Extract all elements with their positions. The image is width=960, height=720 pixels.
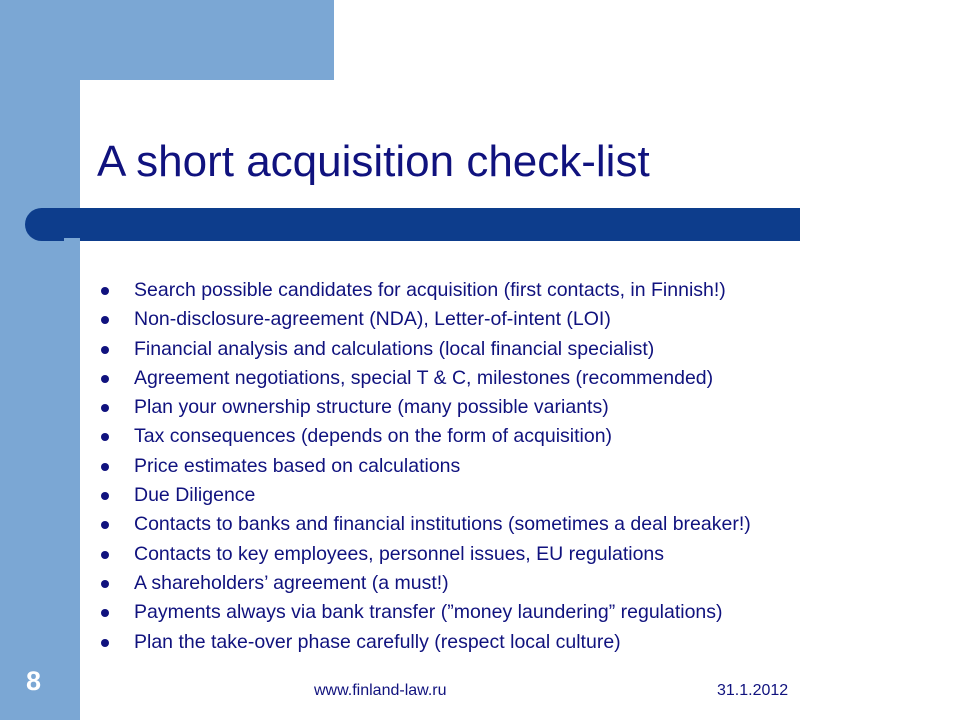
bullet-text: Financial analysis and calculations (local financial specialist) bbox=[134, 337, 655, 360]
bullet-item bbox=[100, 393, 751, 422]
bullet-text: Due Diligence bbox=[134, 484, 256, 507]
bullet-text: Plan the take-over phase carefully (respect local culture) bbox=[134, 630, 621, 653]
bullet-item bbox=[100, 628, 751, 657]
bullet-item bbox=[100, 335, 751, 364]
bullet-dot-icon bbox=[101, 580, 109, 588]
bullet-dot-icon bbox=[101, 521, 109, 529]
bullet-item bbox=[100, 540, 751, 569]
bullet-item bbox=[100, 569, 751, 598]
bullet-dot-icon bbox=[101, 316, 109, 324]
bullet-dot-icon bbox=[101, 551, 109, 559]
left-accent-band bbox=[0, 0, 80, 720]
bullet-text: Contacts to key employees, personnel issues, EU regulations bbox=[134, 542, 665, 565]
bullet-dot-icon bbox=[101, 463, 109, 471]
slide-title: A short acquisition check-list bbox=[97, 137, 650, 186]
page-number: 8 bbox=[26, 666, 42, 696]
bullet-dot-icon bbox=[101, 404, 109, 412]
bullet-item bbox=[100, 422, 751, 451]
bullet-text: Contacts to banks and financial institutions (sometimes a deal breaker!) bbox=[134, 513, 751, 536]
bullet-item bbox=[100, 598, 751, 627]
bullet-dot-icon bbox=[101, 346, 109, 354]
bullet-item bbox=[100, 276, 751, 305]
bullet-item bbox=[100, 364, 751, 393]
bullet-dot-icon bbox=[101, 609, 109, 617]
bullet-text: Agreement negotiations, special T & C, milestones (recommended) bbox=[134, 366, 714, 389]
bullet-dot-icon bbox=[101, 375, 109, 383]
bullet-dot-icon bbox=[101, 433, 109, 441]
bullet-item bbox=[100, 481, 751, 510]
bullet-item bbox=[100, 305, 751, 334]
bullet-dot-icon bbox=[101, 287, 109, 295]
bullet-text: Tax consequences (depends on the form of acquisition) bbox=[134, 425, 613, 448]
bullet-text: Non-disclosure-agreement (NDA), Letter-of-intent (LOI) bbox=[134, 308, 611, 331]
top-accent-block bbox=[0, 0, 334, 80]
bullet-dot-icon bbox=[101, 639, 109, 647]
title-underline-bar bbox=[25, 208, 800, 241]
bullet-text: A shareholders’ agreement (a must!) bbox=[134, 571, 449, 594]
bullet-dot-icon bbox=[101, 492, 109, 500]
bullet-text: Search possible candidates for acquisition (first contacts, in Finnish!) bbox=[134, 279, 726, 301]
bullet-text: Plan your ownership structure (many possible variants) bbox=[134, 396, 609, 419]
footer-date: 31.1.2012 bbox=[717, 682, 789, 699]
bullet-item bbox=[100, 452, 751, 481]
bullet-item bbox=[100, 510, 751, 539]
bullet-list bbox=[100, 276, 751, 657]
bullet-text: Payments always via bank transfer (”money laundering” regulations) bbox=[134, 601, 723, 624]
bullet-text: Price estimates based on calculations bbox=[134, 454, 461, 477]
footer-url: www.finland-law.ru bbox=[314, 682, 447, 699]
title-bar-notch bbox=[64, 238, 80, 242]
